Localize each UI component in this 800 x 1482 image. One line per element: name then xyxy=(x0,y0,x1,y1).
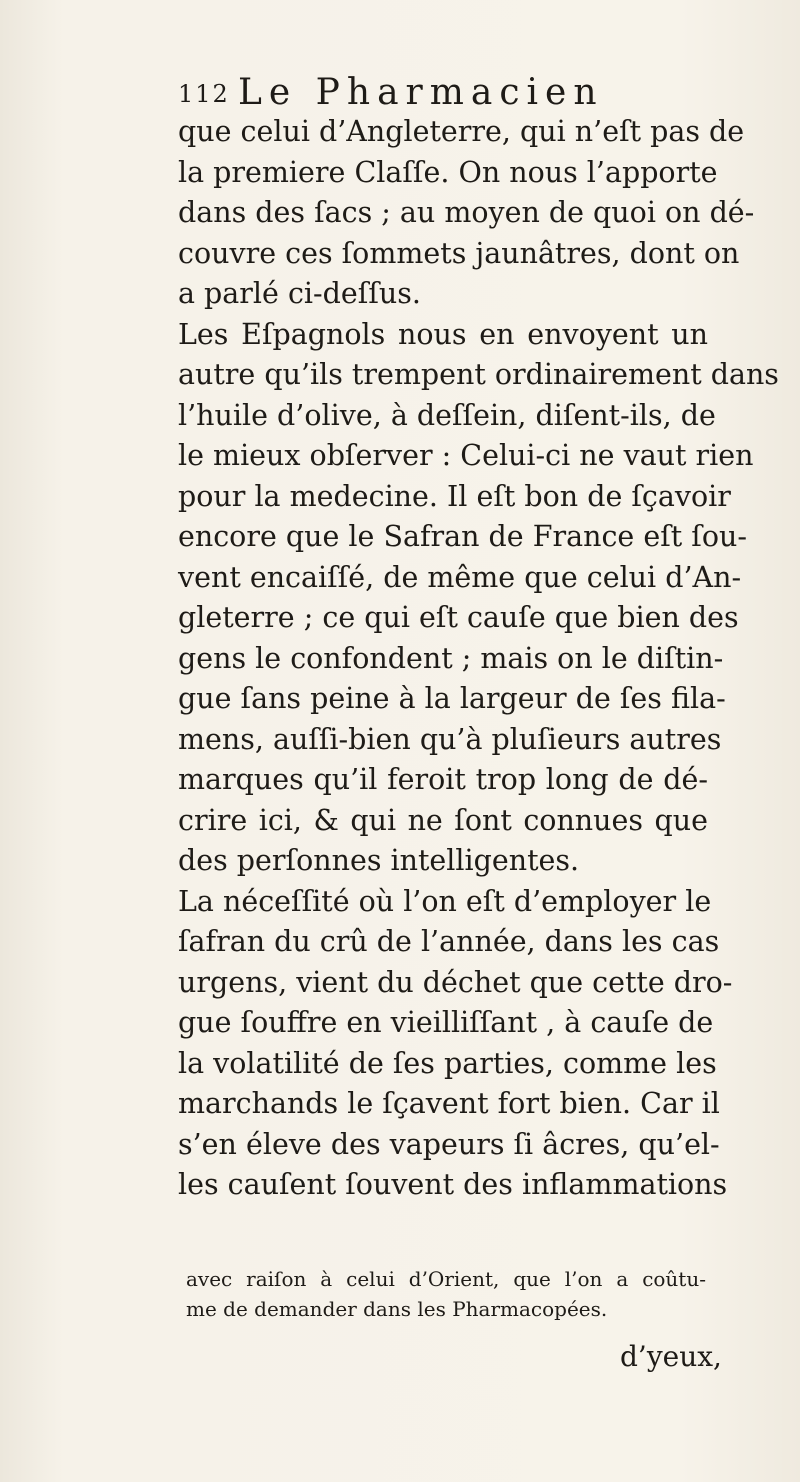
text-line: gue ſans peine à la largeur de ſes fila- xyxy=(178,682,726,715)
text-line: La néceſſité où l’on eſt d’employer le xyxy=(178,884,712,918)
text-line: les cauſent ſouvent des inflammations xyxy=(178,1168,728,1201)
page-number: 112 xyxy=(178,80,230,108)
catchword: d’yeux, xyxy=(620,1340,722,1373)
text-line: encore que le Safran de France eſt ſou- xyxy=(178,520,747,553)
text-line: gens le confondent ; mais on le diſtin- xyxy=(178,641,724,675)
text-line: mens, auſſi-bien qu’à pluſieurs autres xyxy=(178,722,722,756)
text-line: la premiere Claſſe. On nous l’apporte xyxy=(178,155,718,189)
text-line: ſafran du crû de l’année, dans les cas xyxy=(178,925,720,958)
text-line: a parlé ci-deſſus. xyxy=(178,277,421,310)
text-line: vent encaiſſé, de même que celui d’An- xyxy=(178,560,742,594)
text-line: s’en éleve des vapeurs ſi âcres, qu’el- xyxy=(178,1127,720,1161)
text-line: pour la medecine. Il eſt bon de ſçavoir xyxy=(178,479,731,513)
text-line: urgens, vient du déchet que cette dro- xyxy=(178,965,733,999)
text-line: Les Eſpagnols nous en envoyent un xyxy=(178,317,708,351)
footnote-line: avec raiſon à celui d’Orient, que l’on a coûtu- xyxy=(186,1267,706,1291)
text-line: gleterre ; ce qui eſt cauſe que bien des xyxy=(178,601,739,634)
text-line: gue ſouffre en vieilliſſant , à cauſe de xyxy=(178,1006,714,1039)
text-line: la volatilité de ſes parties, comme les xyxy=(178,1046,717,1080)
running-title: Le Pharmacien xyxy=(238,72,604,113)
text-line: autre qu’ils trempent ordinairement dans xyxy=(178,358,779,391)
footnote xyxy=(186,1264,706,1324)
body-text xyxy=(178,112,779,1206)
text-line: le mieux obſerver : Celui-ci ne vaut rien xyxy=(178,439,754,472)
text-line: marques qu’il feroit trop long de dé- xyxy=(178,763,708,796)
text-line: couvre ces ſommets jaunâtres, dont on xyxy=(178,236,740,270)
text-line: des perſonnes intelligentes. xyxy=(178,844,580,877)
text-line: crire ici, & qui ne ſont connues que xyxy=(178,803,708,837)
text-line: marchands le ſçavent fort bien. Car il xyxy=(178,1087,720,1120)
page-header xyxy=(178,72,708,112)
text-line: dans des ſacs ; au moyen de quoi on dé- xyxy=(178,196,755,229)
text-line: l’huile d’olive, à deſſein, diſent-ils, de xyxy=(178,398,716,432)
text-line: que celui d’Angleterre, qui n’eſt pas de xyxy=(178,115,745,148)
footnote-line: me de demander dans les Pharmacopées. xyxy=(186,1297,608,1321)
